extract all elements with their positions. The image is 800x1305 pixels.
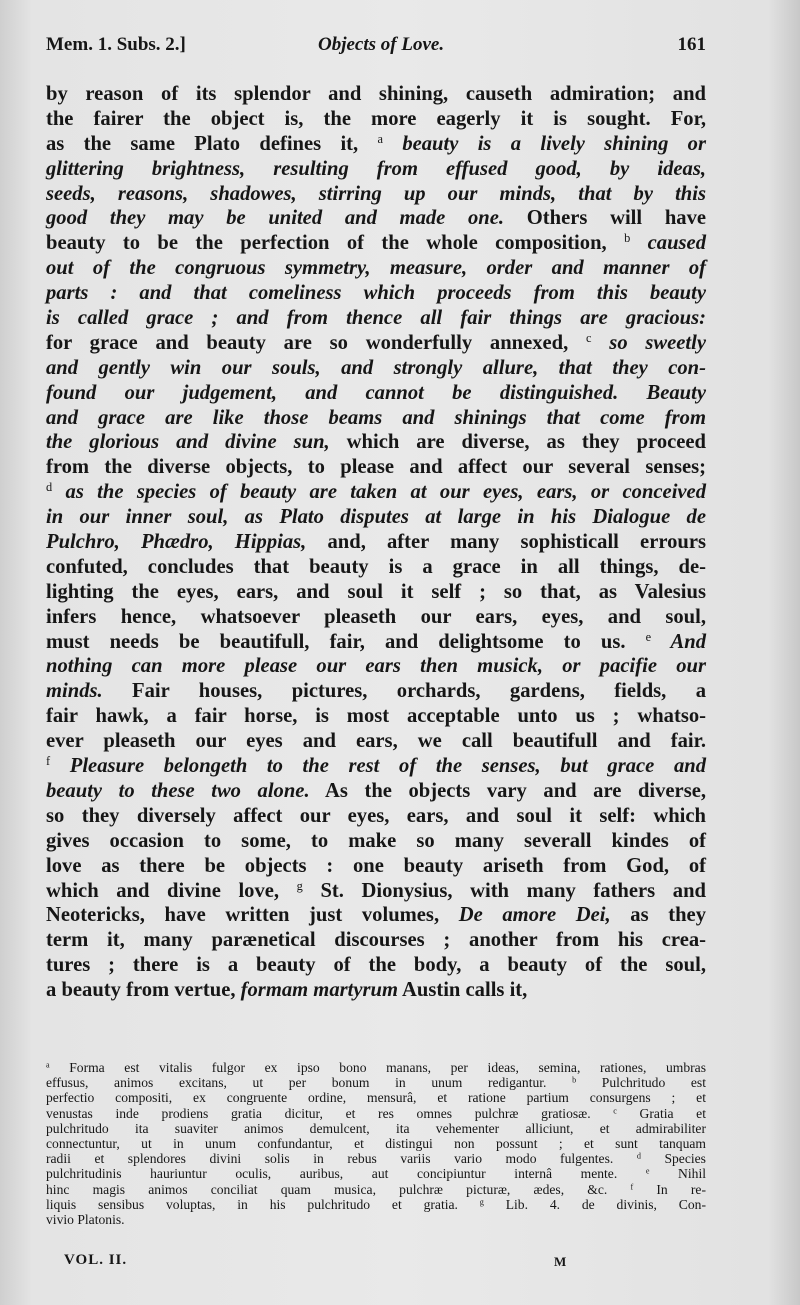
- text-run: ever pleaseth our eyes and ears, we call beautifull and fair.: [46, 730, 706, 753]
- text-run: gives occasion to some, to make so many severall kindes of: [46, 829, 706, 852]
- footnote-marker: e: [645, 629, 652, 644]
- text-run: good they may be united and made one.: [46, 207, 505, 230]
- text-line: [46, 630, 706, 655]
- text-line: [46, 381, 706, 406]
- footnote-marker: b: [624, 231, 631, 246]
- text-run: fair hawk, a fair horse, is most acceptable unto us ; whatso-: [46, 705, 706, 728]
- text-line: [46, 281, 706, 306]
- text-run: as they: [610, 904, 706, 927]
- footnote-line: [46, 1182, 706, 1197]
- header-title: Objects of Love.: [318, 34, 445, 55]
- text-line: [46, 779, 706, 804]
- text-run: infers hence, whatsoever pleaseth our ears, eyes, and soul,: [46, 605, 706, 628]
- text-run: glittering brightness, resulting from effused good, by ideas,: [46, 157, 706, 180]
- footnote-line: [46, 1090, 706, 1105]
- text-line: [46, 928, 706, 953]
- text-run: caused: [630, 232, 706, 255]
- text-run: which are diverse, as they proceed: [329, 431, 706, 454]
- text-line: [46, 406, 706, 431]
- text-run: as the species of beauty are taken at our eyes, ears, or conceived: [52, 481, 706, 504]
- volume-label: VOL. II.: [64, 1252, 128, 1268]
- footnote-marker: f: [630, 1182, 634, 1192]
- text-run: connectuntur, ut in unum confundantur, et distingui non possunt ; et sunt tanquam: [46, 1135, 706, 1151]
- footnote-line: [46, 1075, 706, 1090]
- footnote-line: [46, 1212, 706, 1227]
- text-run: parts : and that comeliness which proceeds from this beauty: [46, 282, 706, 305]
- text-run: and, after many sophisticall errours: [306, 531, 707, 554]
- text-run: a beauty from vertue,: [46, 979, 241, 1002]
- text-run: nothing can more please our ears then musick, or pacifie our: [46, 655, 706, 678]
- text-run: liquis sensibus voluptas, in his pulchritudo et gratia.: [46, 1196, 480, 1212]
- footnote-marker: b: [572, 1075, 577, 1085]
- footnote-marker: a: [46, 1060, 50, 1070]
- footnote-marker: a: [377, 131, 384, 146]
- text-line: [46, 256, 706, 281]
- text-run: Pulchritudo est: [576, 1075, 706, 1091]
- footnote-marker: f: [46, 754, 51, 769]
- footnote-line: [46, 1151, 706, 1166]
- page-number: 161: [677, 34, 706, 55]
- text-run: beauty to be the perfection of the whole composition,: [46, 232, 625, 255]
- footnote-separator: [46, 1048, 706, 1049]
- text-line: [46, 206, 706, 231]
- text-run: formam martyrum: [240, 979, 398, 1002]
- text-run: As the objects vary and are diverse,: [309, 779, 707, 802]
- footnote-line: [46, 1197, 706, 1212]
- text-line: [46, 679, 706, 704]
- text-run: seeds, reasons, shadowes, stirring up our minds, that by this: [46, 182, 706, 205]
- text-run: for grace and beauty are so wonderfully annexed,: [46, 331, 587, 354]
- text-run: out of the congruous symmetry, measure, order and manner of: [46, 257, 706, 280]
- text-line: [46, 978, 706, 1003]
- text-run: St. Dionysius, with many fathers and: [302, 879, 706, 902]
- footnote-marker: g: [479, 1197, 484, 1207]
- text-line: [46, 182, 706, 207]
- text-run: Others will have: [504, 207, 707, 230]
- footnote-marker: e: [645, 1166, 650, 1176]
- text-run: Forma est vitalis fulgor ex ipso bono manans, per ideas, semina, rationes, umbras: [49, 1060, 706, 1075]
- footnote-line: [46, 1106, 706, 1121]
- page-footer: [46, 1252, 706, 1274]
- footnote-line: [46, 1060, 706, 1075]
- text-line: [46, 555, 706, 580]
- text-line: [46, 107, 706, 132]
- footnote-marker: g: [296, 878, 303, 893]
- text-run: beauty to these two alone.: [46, 779, 310, 802]
- header-section: Mem. 1. Subs. 2.]: [46, 34, 186, 55]
- text-run: Nihil: [649, 1166, 707, 1182]
- text-run: by reason of its splendor and shining, causeth admiration; and: [46, 83, 706, 105]
- text-line: [46, 430, 706, 455]
- text-run: love as there be objects : one beauty ariseth from God, of: [46, 854, 706, 877]
- text-line: [46, 480, 706, 505]
- text-run: In re-: [633, 1181, 706, 1197]
- text-run: confuted, concludes that beauty is a grace in all things, de-: [46, 555, 706, 578]
- text-line: [46, 729, 706, 754]
- text-run: tures ; there is a beauty of the body, a beauty of the soul,: [46, 954, 706, 977]
- text-run: from the diverse objects, to please and affect our several senses;: [46, 456, 706, 479]
- text-line: [46, 754, 706, 779]
- running-header: [46, 34, 706, 62]
- text-line: [46, 82, 706, 107]
- text-run: in our inner soul, as Plato disputes at large in his Dialogue de: [46, 506, 706, 529]
- text-run: Species: [640, 1151, 706, 1167]
- text-run: pulchritudinis hauriuntur oculis, auribus, aut concipiuntur internâ mente.: [46, 1166, 646, 1182]
- text-line: [46, 331, 706, 356]
- footnote-marker: d: [46, 480, 53, 495]
- text-run: is called grace ; and from thence all fair things are gracious:: [46, 307, 706, 330]
- footnote-marker: c: [586, 331, 592, 346]
- text-run: minds.: [46, 680, 103, 703]
- text-run: Pulchro, Phædro, Hippias,: [46, 531, 307, 554]
- footnote-marker: d: [636, 1151, 641, 1161]
- text-run: and grace are like those beams and shinings that come from: [46, 406, 706, 429]
- text-run: the glorious and divine sun,: [46, 431, 330, 454]
- footnote-marker: c: [613, 1106, 617, 1116]
- text-line: [46, 455, 706, 480]
- text-line: [46, 356, 706, 381]
- text-run: found our judgement, and cannot be distinguished. Beauty: [46, 381, 706, 404]
- text-run: the fairer the object is, the more eagerly it is sought. For,: [46, 107, 706, 130]
- text-run: Lib. 4. de divinis, Con-: [483, 1196, 706, 1212]
- text-run: perfectio compositi, ex congruente ordine, mensurâ, et ratione partium consurgens ; et: [46, 1090, 706, 1106]
- text-run: lighting the eyes, ears, and soul it self ; so that, as Valesius: [46, 580, 706, 603]
- text-line: [46, 854, 706, 879]
- text-run: venustas inde prodiens gratia dicitur, et res omnes pulchræ gratiosæ.: [46, 1105, 614, 1121]
- footnote-line: [46, 1136, 706, 1151]
- text-run: term it, many parænetical discourses ; another from his crea-: [46, 929, 706, 952]
- text-run: effusus, animos excitans, ut per bonum in unum redigantur.: [46, 1075, 573, 1091]
- text-run: And: [651, 630, 706, 653]
- text-line: [46, 157, 706, 182]
- text-line: [46, 704, 706, 729]
- text-run: beauty is a lively shining or: [383, 132, 706, 155]
- footnote-line: [46, 1121, 706, 1136]
- text-line: [46, 306, 706, 331]
- text-run: so sweetly: [591, 331, 706, 354]
- text-line: [46, 953, 706, 978]
- text-run: pulchritudo ita suaviter animos demulcent, ita vehementer alliciunt, et admirabiliter: [46, 1120, 706, 1136]
- footnote-line: [46, 1166, 706, 1181]
- text-run: Neotericks, have written just volumes,: [46, 904, 459, 927]
- text-line: [46, 530, 706, 555]
- text-run: and gently win our souls, and strongly allure, that they con-: [46, 356, 706, 379]
- text-run: so they diversely affect our eyes, ears, and soul it self: which: [46, 804, 706, 827]
- text-line: [46, 605, 706, 630]
- text-line: [46, 879, 706, 904]
- text-line: [46, 231, 706, 256]
- text-line: [46, 903, 706, 928]
- signature-mark: M: [554, 1254, 567, 1269]
- text-run: Fair houses, pictures, orchards, gardens, fields, a: [102, 680, 706, 703]
- text-run: as the same Plato defines it,: [46, 132, 378, 155]
- text-run: hinc magis animos conciliat quam musica, pulchræ picturæ, ædes, &c.: [46, 1181, 631, 1197]
- text-run: which and divine love,: [46, 879, 297, 902]
- text-run: Austin calls it,: [398, 979, 528, 1002]
- body-text: [46, 82, 706, 1003]
- text-line: [46, 580, 706, 605]
- text-run: De amore Dei,: [458, 904, 611, 927]
- text-run: Pleasure belongeth to the rest of the senses, but grace and: [50, 755, 706, 778]
- text-line: [46, 654, 706, 679]
- footnotes: [46, 1060, 706, 1227]
- text-run: Gratia et: [616, 1105, 706, 1121]
- text-run: vivio Platonis.: [46, 1211, 125, 1227]
- text-line: [46, 132, 706, 157]
- text-line: [46, 829, 706, 854]
- text-line: [46, 804, 706, 829]
- text-run: radii et splendores divini solis in rebus variis vario modo fulgentes.: [46, 1151, 637, 1167]
- text-run: must needs be beautifull, fair, and delightsome to us.: [46, 630, 646, 653]
- text-line: [46, 505, 706, 530]
